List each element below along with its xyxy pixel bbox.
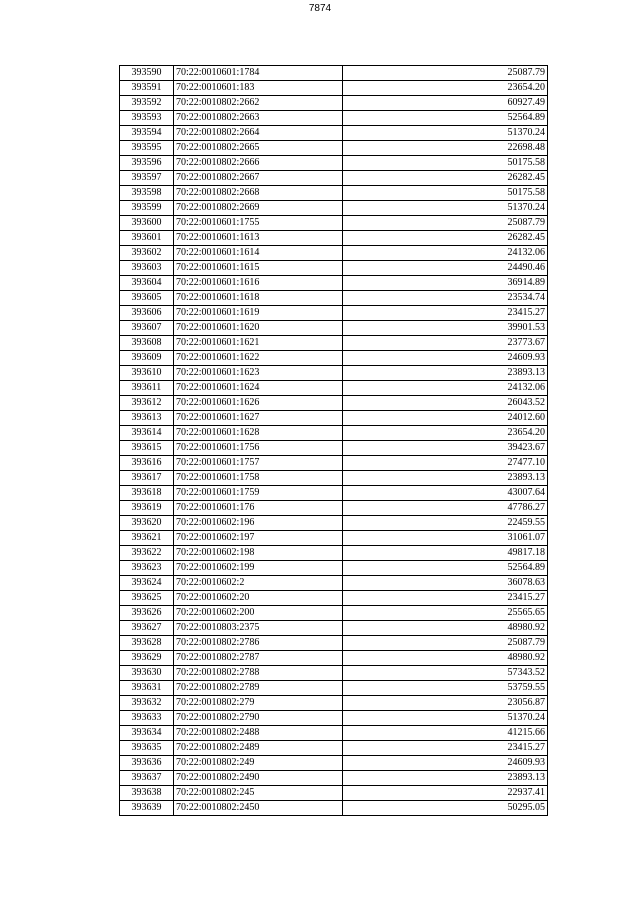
value-cell: 52564.89: [343, 111, 548, 126]
value-cell: 23415.27: [343, 306, 548, 321]
table-row: [120, 546, 548, 561]
row-number: 393612: [120, 396, 174, 411]
table-row: [120, 306, 548, 321]
row-number: 393597: [120, 171, 174, 186]
value-cell: 26282.45: [343, 231, 548, 246]
row-number: 393628: [120, 636, 174, 651]
value-cell: 22698.48: [343, 141, 548, 156]
row-number: 393611: [120, 381, 174, 396]
value-cell: 23415.27: [343, 591, 548, 606]
cadastral-number: 70:22:0010601:183: [174, 81, 343, 96]
value-cell: 57343.52: [343, 666, 548, 681]
table-row: [120, 501, 548, 516]
value-cell: 24609.93: [343, 756, 548, 771]
row-number: 393636: [120, 756, 174, 771]
table-row: [120, 171, 548, 186]
row-number: 393634: [120, 726, 174, 741]
table-row: [120, 576, 548, 591]
row-number: 393614: [120, 426, 174, 441]
row-number: 393599: [120, 201, 174, 216]
cadastral-number: 70:22:0010601:1618: [174, 291, 343, 306]
table-row: [120, 666, 548, 681]
value-cell: 53759.55: [343, 681, 548, 696]
table-row: [120, 786, 548, 801]
row-number: 393593: [120, 111, 174, 126]
cadastral-number: 70:22:0010802:245: [174, 786, 343, 801]
row-number: 393637: [120, 771, 174, 786]
cadastral-number: 70:22:0010601:1616: [174, 276, 343, 291]
value-cell: 50175.58: [343, 186, 548, 201]
cadastral-number: 70:22:0010601:1619: [174, 306, 343, 321]
cadastral-number: 70:22:0010601:1756: [174, 441, 343, 456]
cadastral-number: 70:22:0010802:279: [174, 696, 343, 711]
cadastral-number: 70:22:0010601:1623: [174, 366, 343, 381]
table-row: [120, 246, 548, 261]
table-row: [120, 651, 548, 666]
table-row: [120, 561, 548, 576]
table-row: [120, 291, 548, 306]
cadastral-number: 70:22:0010802:2667: [174, 171, 343, 186]
table-row: [120, 726, 548, 741]
row-number: 393603: [120, 261, 174, 276]
row-number: 393590: [120, 66, 174, 81]
cadastral-number: 70:22:0010601:1624: [174, 381, 343, 396]
table-row: [120, 156, 548, 171]
cadastral-table: [119, 65, 548, 816]
cadastral-number: 70:22:0010601:1759: [174, 486, 343, 501]
value-cell: 31061.07: [343, 531, 548, 546]
table-row: [120, 276, 548, 291]
cadastral-number: 70:22:0010802:2450: [174, 801, 343, 816]
cadastral-number: 70:22:0010602:20: [174, 591, 343, 606]
cadastral-number: 70:22:0010601:1622: [174, 351, 343, 366]
row-number: 393627: [120, 621, 174, 636]
cadastral-number: 70:22:0010802:2666: [174, 156, 343, 171]
row-number: 393623: [120, 561, 174, 576]
row-number: 393591: [120, 81, 174, 96]
cadastral-number: 70:22:0010601:1627: [174, 411, 343, 426]
row-number: 393600: [120, 216, 174, 231]
table-row: [120, 411, 548, 426]
table-row: [120, 321, 548, 336]
row-number: 393638: [120, 786, 174, 801]
value-cell: 24609.93: [343, 351, 548, 366]
cadastral-number: 70:22:0010802:2669: [174, 201, 343, 216]
cadastral-number: 70:22:0010802:2788: [174, 666, 343, 681]
row-number: 393595: [120, 141, 174, 156]
value-cell: 22459.55: [343, 516, 548, 531]
value-cell: 24132.06: [343, 246, 548, 261]
cadastral-number: 70:22:0010601:1757: [174, 456, 343, 471]
value-cell: 49817.18: [343, 546, 548, 561]
row-number: 393616: [120, 456, 174, 471]
value-cell: 39901.53: [343, 321, 548, 336]
cadastral-number: 70:22:0010802:249: [174, 756, 343, 771]
row-number: 393596: [120, 156, 174, 171]
cadastral-number: 70:22:0010802:2787: [174, 651, 343, 666]
cadastral-number: 70:22:0010802:2790: [174, 711, 343, 726]
cadastral-number: 70:22:0010602:198: [174, 546, 343, 561]
table-row: [120, 231, 548, 246]
value-cell: 25565.65: [343, 606, 548, 621]
row-number: 393608: [120, 336, 174, 351]
table-row: [120, 201, 548, 216]
value-cell: 23773.67: [343, 336, 548, 351]
cadastral-number: 70:22:0010602:197: [174, 531, 343, 546]
table-row: [120, 456, 548, 471]
value-cell: 23654.20: [343, 426, 548, 441]
value-cell: 27477.10: [343, 456, 548, 471]
row-number: 393609: [120, 351, 174, 366]
cadastral-number: 70:22:0010601:1620: [174, 321, 343, 336]
table-row: [120, 426, 548, 441]
cadastral-number: 70:22:0010602:199: [174, 561, 343, 576]
row-number: 393630: [120, 666, 174, 681]
row-number: 393639: [120, 801, 174, 816]
cadastral-number: 70:22:0010802:2664: [174, 126, 343, 141]
value-cell: 24132.06: [343, 381, 548, 396]
value-cell: 23534.74: [343, 291, 548, 306]
value-cell: 23893.13: [343, 771, 548, 786]
value-cell: 51370.24: [343, 711, 548, 726]
value-cell: 51370.24: [343, 126, 548, 141]
value-cell: 23654.20: [343, 81, 548, 96]
table-row: [120, 471, 548, 486]
value-cell: 23893.13: [343, 366, 548, 381]
row-number: 393601: [120, 231, 174, 246]
row-number: 393606: [120, 306, 174, 321]
cadastral-number: 70:22:0010802:2663: [174, 111, 343, 126]
value-cell: 50175.58: [343, 156, 548, 171]
table-row: [120, 186, 548, 201]
table-row: [120, 771, 548, 786]
table-row: [120, 606, 548, 621]
row-number: 393633: [120, 711, 174, 726]
row-number: 393617: [120, 471, 174, 486]
table-row: [120, 126, 548, 141]
row-number: 393594: [120, 126, 174, 141]
value-cell: 43007.64: [343, 486, 548, 501]
cadastral-number: 70:22:0010803:2375: [174, 621, 343, 636]
value-cell: 51370.24: [343, 201, 548, 216]
table-row: [120, 756, 548, 771]
row-number: 393620: [120, 516, 174, 531]
row-number: 393592: [120, 96, 174, 111]
row-number: 393629: [120, 651, 174, 666]
cadastral-number: 70:22:0010802:2668: [174, 186, 343, 201]
row-number: 393615: [120, 441, 174, 456]
value-cell: 48980.92: [343, 621, 548, 636]
value-cell: 41215.66: [343, 726, 548, 741]
row-number: 393618: [120, 486, 174, 501]
value-cell: 26043.52: [343, 396, 548, 411]
value-cell: 23415.27: [343, 741, 548, 756]
table-row: [120, 486, 548, 501]
table-row: [120, 711, 548, 726]
table-row: [120, 111, 548, 126]
row-number: 393622: [120, 546, 174, 561]
table-row: [120, 216, 548, 231]
row-number: 393632: [120, 696, 174, 711]
cadastral-number: 70:22:0010601:1628: [174, 426, 343, 441]
value-cell: 26282.45: [343, 171, 548, 186]
table-row: [120, 141, 548, 156]
cadastral-number: 70:22:0010802:2489: [174, 741, 343, 756]
cadastral-number: 70:22:0010601:1626: [174, 396, 343, 411]
table-body: [120, 66, 548, 816]
table-row: [120, 801, 548, 816]
row-number: 393624: [120, 576, 174, 591]
row-number: 393631: [120, 681, 174, 696]
table-row: [120, 96, 548, 111]
cadastral-number: 70:22:0010602:200: [174, 606, 343, 621]
row-number: 393613: [120, 411, 174, 426]
table-row: [120, 696, 548, 711]
value-cell: 47786.27: [343, 501, 548, 516]
cadastral-number: 70:22:0010802:2786: [174, 636, 343, 651]
page-number: 7874: [308, 3, 332, 14]
cadastral-number: 70:22:0010802:2488: [174, 726, 343, 741]
cadastral-number: 70:22:0010601:1755: [174, 216, 343, 231]
cadastral-number: 70:22:0010602:196: [174, 516, 343, 531]
row-number: 393605: [120, 291, 174, 306]
table-row: [120, 591, 548, 606]
row-number: 393602: [120, 246, 174, 261]
value-cell: 23893.13: [343, 471, 548, 486]
row-number: 393635: [120, 741, 174, 756]
row-number: 393604: [120, 276, 174, 291]
cadastral-number: 70:22:0010601:1615: [174, 261, 343, 276]
value-cell: 24490.46: [343, 261, 548, 276]
value-cell: 48980.92: [343, 651, 548, 666]
table-row: [120, 66, 548, 81]
table-row: [120, 516, 548, 531]
value-cell: 22937.41: [343, 786, 548, 801]
cadastral-number: 70:22:0010601:176: [174, 501, 343, 516]
value-cell: 23056.87: [343, 696, 548, 711]
cadastral-number: 70:22:0010601:1613: [174, 231, 343, 246]
table-row: [120, 81, 548, 96]
cadastral-number: 70:22:0010802:2665: [174, 141, 343, 156]
table-row: [120, 351, 548, 366]
value-cell: 52564.89: [343, 561, 548, 576]
value-cell: 25087.79: [343, 636, 548, 651]
table-row: [120, 681, 548, 696]
table-row: [120, 366, 548, 381]
value-cell: 25087.79: [343, 66, 548, 81]
cadastral-number: 70:22:0010601:1784: [174, 66, 343, 81]
table-row: [120, 531, 548, 546]
value-cell: 24012.60: [343, 411, 548, 426]
table-row: [120, 396, 548, 411]
table-row: [120, 741, 548, 756]
cadastral-number: 70:22:0010602:2: [174, 576, 343, 591]
table-row: [120, 636, 548, 651]
value-cell: 36914.89: [343, 276, 548, 291]
table-row: [120, 441, 548, 456]
row-number: 393621: [120, 531, 174, 546]
cadastral-number: 70:22:0010601:1758: [174, 471, 343, 486]
table-row: [120, 621, 548, 636]
row-number: 393598: [120, 186, 174, 201]
cadastral-number: 70:22:0010802:2789: [174, 681, 343, 696]
cadastral-number: 70:22:0010601:1614: [174, 246, 343, 261]
row-number: 393610: [120, 366, 174, 381]
cadastral-number: 70:22:0010802:2490: [174, 771, 343, 786]
cadastral-number: 70:22:0010802:2662: [174, 96, 343, 111]
value-cell: 50295.05: [343, 801, 548, 816]
table-row: [120, 261, 548, 276]
row-number: 393625: [120, 591, 174, 606]
value-cell: 36078.63: [343, 576, 548, 591]
table-row: [120, 381, 548, 396]
row-number: 393619: [120, 501, 174, 516]
value-cell: 60927.49: [343, 96, 548, 111]
row-number: 393626: [120, 606, 174, 621]
cadastral-number: 70:22:0010601:1621: [174, 336, 343, 351]
table-row: [120, 336, 548, 351]
value-cell: 39423.67: [343, 441, 548, 456]
value-cell: 25087.79: [343, 216, 548, 231]
row-number: 393607: [120, 321, 174, 336]
